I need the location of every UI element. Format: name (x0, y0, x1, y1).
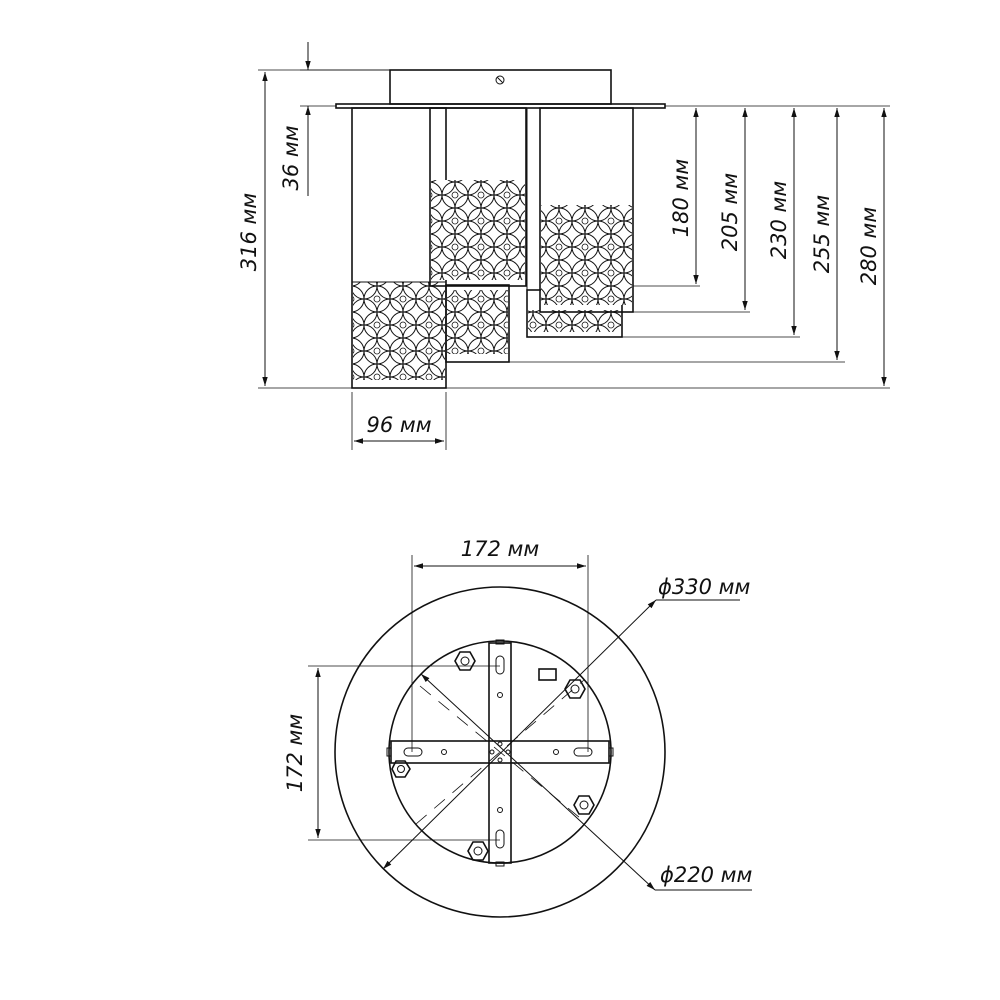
hex-nut (574, 796, 594, 814)
side-view (237, 42, 890, 450)
dim-180-label: 180 мм (669, 158, 693, 238)
dim-36-label: 36 мм (279, 125, 303, 191)
dim-220-label: ϕ220 мм (660, 863, 753, 887)
dim-255-label: 255 мм (810, 194, 834, 274)
ceiling-canopy (390, 70, 611, 104)
dim-96-label: 96 мм (366, 413, 432, 437)
dim-h172-label: 172 мм (283, 713, 307, 793)
dim-330-label: ϕ330 мм (658, 575, 751, 599)
dim-316-label: 316 мм (237, 192, 261, 272)
terminal-block (539, 669, 556, 680)
hex-nut (468, 842, 488, 860)
bottom-view (283, 537, 752, 917)
hex-nut (565, 680, 585, 698)
dim-280-label: 280 мм (857, 206, 881, 286)
dim-230-label: 230 мм (767, 180, 791, 260)
hex-nut (455, 652, 475, 670)
dim-w172-label: 172 мм (460, 537, 540, 561)
leader-330 (383, 600, 656, 869)
shade-right (527, 108, 633, 312)
leader-220 (421, 674, 655, 890)
dim-205-label: 205 мм (718, 172, 742, 252)
